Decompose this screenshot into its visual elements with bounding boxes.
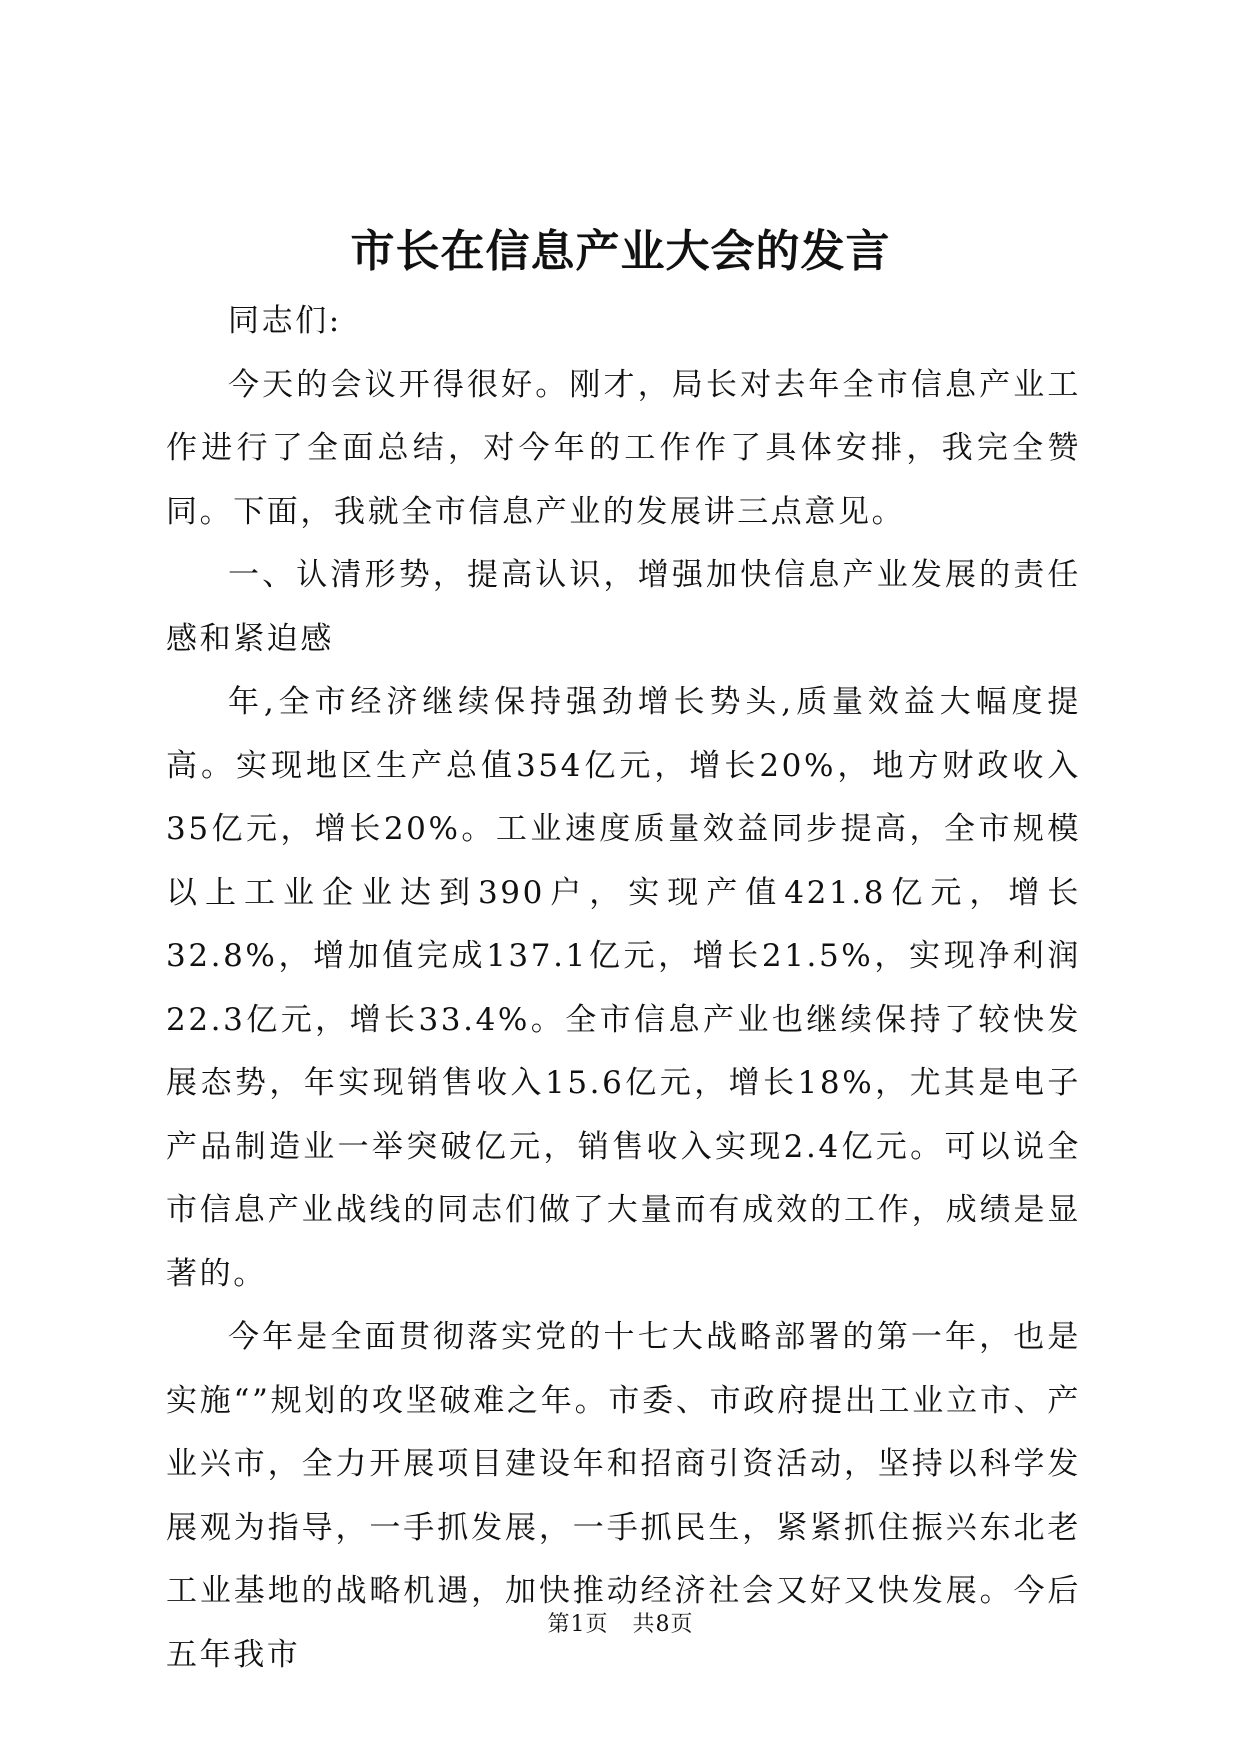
paragraph-economic-review: 年,全市经济继续保持强劲增长势头,质量效益大幅度提高。实现地区生产总值354亿元，增长20%，地方财政收入35亿元，增长20%。工业速度质量效益同步提高，全市规模以上工业企业达到390户，实现产值421.8亿元，增长32.8%，增加值完成137.1亿元，增长21.5%，实现净利润22.3亿元，增长33.4%。全市信息产业也继续保持了较快发展态势，年实现销售收入15.6亿元，增长18%，尤其是电子产品制造业一举突破亿元，销售收入实现2.4亿元。可以说全市信息产业战线的同志们做了大量而有成效的工作，成绩是显著的。 xyxy=(166,684,1081,1292)
document-body xyxy=(166,290,1081,1687)
page-total: 共8页 xyxy=(632,1612,694,1637)
paragraph-this-year: 今年是全面贯彻落实党的十七大战略部署的第一年，也是实施“”规划的攻坚破难之年。市委、市政府提出工业立市、产业兴市，全力开展项目建设年和招商引资活动，坚持以科学发展观为指导，一手抓发展，一手抓民生，紧紧抓住振兴东北老工业基地的战略机遇，加快推动经济社会又好又快发展。今后五年我市 xyxy=(166,1319,1081,1673)
paragraph-intro: 今天的会议开得很好。刚才，局长对去年全市信息产业工作进行了全面总结，对今年的工作作了具体安排，我完全赞同。下面，我就全市信息产业的发展讲三点意见。 xyxy=(166,366,1081,530)
document-title: 市长在信息产业大会的发言 xyxy=(350,226,891,277)
section-heading-1: 一、认清形势，提高认识，增强加快信息产业发展的责任感和紧迫感 xyxy=(166,557,1081,657)
salutation: 同志们: xyxy=(228,303,342,339)
page-footer xyxy=(0,1610,1241,1640)
page-number: 第1页 xyxy=(547,1612,609,1637)
